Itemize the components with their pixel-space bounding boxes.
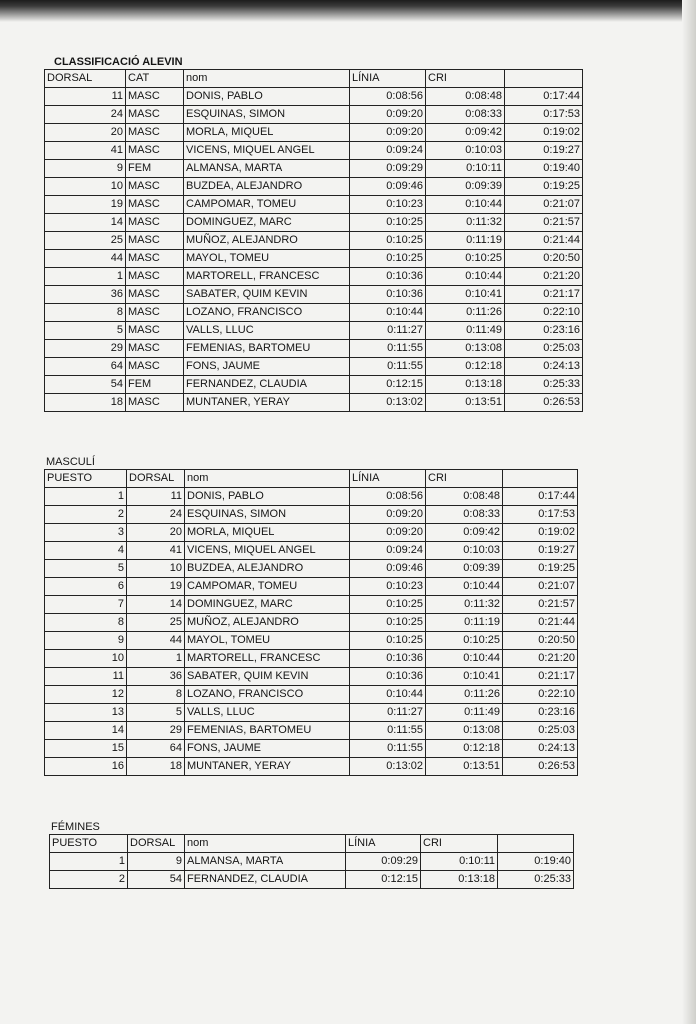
cell-dorsal: 1 (45, 268, 126, 286)
cell-total-time: 0:21:07 (503, 578, 578, 596)
table-row (45, 142, 583, 160)
cell-total-time: 0:21:44 (505, 232, 583, 250)
cell-name: CAMPOMAR, TOMEU (185, 578, 350, 596)
cell-name: DONIS, PABLO (185, 488, 350, 506)
cell-name: BUZDEA, ALEJANDRO (184, 178, 350, 196)
cell-total-time: 0:19:02 (503, 524, 578, 542)
cell-name: VALLS, LLUC (185, 704, 350, 722)
cell-dorsal: 25 (127, 614, 185, 632)
femenines-header-name: nom (185, 835, 346, 853)
alevin-header-dorsal: DORSAL (45, 70, 126, 88)
cell-name: MORLA, MIQUEL (184, 124, 350, 142)
cell-line-time: 0:10:23 (350, 196, 426, 214)
cell-line-time: 0:10:25 (350, 232, 426, 250)
cell-line-time: 0:08:56 (350, 488, 426, 506)
table-row (45, 340, 583, 358)
cell-dorsal: 14 (127, 596, 185, 614)
cell-cri-time: 0:10:11 (426, 160, 505, 178)
cell-dorsal: 24 (45, 106, 126, 124)
cell-dorsal: 20 (45, 124, 126, 142)
table-row (45, 596, 578, 614)
cell-total-time: 0:22:10 (505, 304, 583, 322)
table-row (45, 160, 583, 178)
cell-line-time: 0:11:55 (350, 740, 426, 758)
cell-line-time: 0:10:25 (350, 250, 426, 268)
masculi-header-line-time: LÍNIA (350, 470, 426, 488)
cell-total-time: 0:19:25 (503, 560, 578, 578)
table-row (45, 542, 578, 560)
femenines-header-cri-time: CRI (421, 835, 498, 853)
cell-position: 2 (50, 871, 128, 889)
cell-cri-time: 0:10:25 (426, 250, 505, 268)
page-side-shadow (682, 0, 696, 1024)
cell-total-time: 0:23:16 (505, 322, 583, 340)
cell-total-time: 0:26:53 (503, 758, 578, 776)
table-row (45, 286, 583, 304)
masculi-header-cri-time: CRI (426, 470, 503, 488)
cell-name: FONS, JAUME (184, 358, 350, 376)
cell-cri-time: 0:10:44 (426, 650, 503, 668)
cell-line-time: 0:11:55 (350, 722, 426, 740)
table-row (45, 650, 578, 668)
table-row (45, 506, 578, 524)
cell-position: 3 (45, 524, 127, 542)
cell-line-time: 0:09:24 (350, 142, 426, 160)
cell-name: SABATER, QUIM KEVIN (184, 286, 350, 304)
cell-dorsal: 29 (127, 722, 185, 740)
cell-cri-time: 0:13:18 (426, 376, 505, 394)
cell-line-time: 0:12:15 (350, 376, 426, 394)
cell-name: DONIS, PABLO (184, 88, 350, 106)
cell-cri-time: 0:10:03 (426, 542, 503, 560)
cell-name: BUZDEA, ALEJANDRO (185, 560, 350, 578)
cell-category: MASC (126, 322, 184, 340)
table-row (45, 668, 578, 686)
cell-dorsal: 8 (45, 304, 126, 322)
cell-line-time: 0:09:20 (350, 106, 426, 124)
cell-dorsal: 8 (127, 686, 185, 704)
cell-line-time: 0:08:56 (350, 88, 426, 106)
alevin-header-line-time: LÍNIA (350, 70, 426, 88)
cell-total-time: 0:17:53 (503, 506, 578, 524)
cell-category: MASC (126, 106, 184, 124)
cell-cri-time: 0:09:42 (426, 524, 503, 542)
cell-line-time: 0:10:36 (350, 650, 426, 668)
cell-category: MASC (126, 88, 184, 106)
cell-cri-time: 0:11:32 (426, 214, 505, 232)
cell-total-time: 0:17:44 (505, 88, 583, 106)
femenines-header-total-time (498, 835, 574, 853)
cell-dorsal: 54 (45, 376, 126, 394)
table-row (45, 214, 583, 232)
table-row (45, 686, 578, 704)
cell-cri-time: 0:11:19 (426, 232, 505, 250)
cell-cri-time: 0:10:25 (426, 632, 503, 650)
cell-dorsal: 10 (127, 560, 185, 578)
cell-dorsal: 19 (45, 196, 126, 214)
cell-category: MASC (126, 196, 184, 214)
cell-name: FEMENIAS, BARTOMEU (185, 722, 350, 740)
table-row (45, 268, 583, 286)
masculi-title: MASCULÍ (46, 456, 95, 468)
cell-total-time: 0:25:03 (505, 340, 583, 358)
cell-dorsal: 64 (45, 358, 126, 376)
cell-total-time: 0:19:25 (505, 178, 583, 196)
cell-line-time: 0:09:24 (350, 542, 426, 560)
cell-cri-time: 0:10:11 (421, 853, 498, 871)
cell-category: MASC (126, 178, 184, 196)
cell-total-time: 0:26:53 (505, 394, 583, 412)
cell-dorsal: 10 (45, 178, 126, 196)
table-row (45, 722, 578, 740)
cell-position: 10 (45, 650, 127, 668)
cell-name: CAMPOMAR, TOMEU (184, 196, 350, 214)
cell-cri-time: 0:13:18 (421, 871, 498, 889)
femenines-header-position: PUESTO (50, 835, 128, 853)
table-row (45, 250, 583, 268)
cell-position: 7 (45, 596, 127, 614)
cell-name: MARTORELL, FRANCESC (184, 268, 350, 286)
cell-line-time: 0:10:25 (350, 214, 426, 232)
cell-line-time: 0:09:20 (350, 124, 426, 142)
cell-position: 11 (45, 668, 127, 686)
table-row (45, 178, 583, 196)
cell-category: MASC (126, 214, 184, 232)
femenines-header-dorsal: DORSAL (128, 835, 185, 853)
cell-name: LOZANO, FRANCISCO (184, 304, 350, 322)
table-row (45, 740, 578, 758)
table-row (45, 560, 578, 578)
cell-line-time: 0:09:29 (346, 853, 421, 871)
cell-cri-time: 0:10:44 (426, 578, 503, 596)
cell-cri-time: 0:13:08 (426, 722, 503, 740)
cell-cri-time: 0:08:33 (426, 106, 505, 124)
masculi-header-position: PUESTO (45, 470, 127, 488)
masculi-header-name: nom (185, 470, 350, 488)
cell-name: MORLA, MIQUEL (185, 524, 350, 542)
cell-name: ALMANSA, MARTA (185, 853, 346, 871)
cell-line-time: 0:10:44 (350, 686, 426, 704)
cell-name: ESQUINAS, SIMON (184, 106, 350, 124)
cell-line-time: 0:11:55 (350, 340, 426, 358)
cell-cri-time: 0:09:39 (426, 178, 505, 196)
cell-dorsal: 11 (45, 88, 126, 106)
cell-total-time: 0:22:10 (503, 686, 578, 704)
masculi-header-total-time (503, 470, 578, 488)
cell-dorsal: 36 (127, 668, 185, 686)
table-row (45, 578, 578, 596)
cell-total-time: 0:23:16 (503, 704, 578, 722)
cell-total-time: 0:19:27 (505, 142, 583, 160)
cell-line-time: 0:10:36 (350, 668, 426, 686)
cell-name: ESQUINAS, SIMON (185, 506, 350, 524)
cell-line-time: 0:10:25 (350, 614, 426, 632)
cell-total-time: 0:21:20 (505, 268, 583, 286)
cell-position: 15 (45, 740, 127, 758)
cell-dorsal: 44 (127, 632, 185, 650)
cell-cri-time: 0:09:42 (426, 124, 505, 142)
cell-cri-time: 0:10:41 (426, 286, 505, 304)
cell-category: MASC (126, 286, 184, 304)
cell-cri-time: 0:10:41 (426, 668, 503, 686)
cell-name: FERNANDEZ, CLAUDIA (185, 871, 346, 889)
cell-line-time: 0:11:55 (350, 358, 426, 376)
femenines-header-line-time: LÍNIA (346, 835, 421, 853)
cell-cri-time: 0:11:49 (426, 704, 503, 722)
table-row (45, 376, 583, 394)
cell-position: 16 (45, 758, 127, 776)
cell-total-time: 0:17:53 (505, 106, 583, 124)
cell-dorsal: 36 (45, 286, 126, 304)
cell-dorsal: 18 (127, 758, 185, 776)
alevin-header-row (45, 70, 583, 88)
cell-position: 8 (45, 614, 127, 632)
cell-cri-time: 0:12:18 (426, 740, 503, 758)
cell-total-time: 0:19:40 (505, 160, 583, 178)
table-row (50, 871, 574, 889)
cell-line-time: 0:09:46 (350, 560, 426, 578)
cell-line-time: 0:11:27 (350, 704, 426, 722)
alevin-header-category: CAT (126, 70, 184, 88)
cell-cri-time: 0:11:32 (426, 596, 503, 614)
table-row (45, 304, 583, 322)
cell-line-time: 0:13:02 (350, 394, 426, 412)
alevin-header-total-time (505, 70, 583, 88)
table-row (45, 232, 583, 250)
cell-cri-time: 0:08:48 (426, 488, 503, 506)
cell-total-time: 0:21:57 (505, 214, 583, 232)
cell-name: FEMENIAS, BARTOMEU (184, 340, 350, 358)
cell-total-time: 0:21:17 (503, 668, 578, 686)
cell-position: 9 (45, 632, 127, 650)
cell-position: 1 (50, 853, 128, 871)
cell-category: MASC (126, 340, 184, 358)
cell-line-time: 0:09:29 (350, 160, 426, 178)
cell-category: MASC (126, 394, 184, 412)
cell-name: ALMANSA, MARTA (184, 160, 350, 178)
cell-position: 1 (45, 488, 127, 506)
cell-dorsal: 41 (127, 542, 185, 560)
cell-dorsal: 11 (127, 488, 185, 506)
cell-cri-time: 0:11:49 (426, 322, 505, 340)
table-row (45, 322, 583, 340)
femenines-section (49, 820, 574, 889)
cell-cri-time: 0:09:39 (426, 560, 503, 578)
cell-total-time: 0:17:44 (503, 488, 578, 506)
cell-total-time: 0:19:02 (505, 124, 583, 142)
table-row (45, 524, 578, 542)
cell-dorsal: 20 (127, 524, 185, 542)
cell-line-time: 0:09:20 (350, 506, 426, 524)
cell-cri-time: 0:08:48 (426, 88, 505, 106)
cell-name: MUÑOZ, ALEJANDRO (185, 614, 350, 632)
cell-category: MASC (126, 268, 184, 286)
masculi-section (44, 455, 578, 776)
femenines-body (50, 853, 574, 889)
cell-position: 2 (45, 506, 127, 524)
cell-line-time: 0:10:25 (350, 632, 426, 650)
femenines-title: FÉMINES (51, 821, 100, 833)
cell-line-time: 0:10:23 (350, 578, 426, 596)
cell-cri-time: 0:10:03 (426, 142, 505, 160)
table-row (45, 394, 583, 412)
cell-name: MARTORELL, FRANCESC (185, 650, 350, 668)
cell-line-time: 0:09:46 (350, 178, 426, 196)
cell-line-time: 0:09:20 (350, 524, 426, 542)
cell-cri-time: 0:11:19 (426, 614, 503, 632)
cell-cri-time: 0:10:44 (426, 268, 505, 286)
cell-dorsal: 5 (127, 704, 185, 722)
cell-category: MASC (126, 142, 184, 160)
cell-category: MASC (126, 250, 184, 268)
masculi-header-row (45, 470, 578, 488)
cell-position: 13 (45, 704, 127, 722)
femenines-header-row (50, 835, 574, 853)
cell-total-time: 0:20:50 (503, 632, 578, 650)
cell-total-time: 0:19:27 (503, 542, 578, 560)
alevin-title: CLASSIFICACIÓ ALEVIN (54, 56, 183, 68)
table-row (45, 488, 578, 506)
cell-name: VALLS, LLUC (184, 322, 350, 340)
cell-dorsal: 64 (127, 740, 185, 758)
cell-cri-time: 0:13:08 (426, 340, 505, 358)
table-row (45, 632, 578, 650)
cell-name: MUÑOZ, ALEJANDRO (184, 232, 350, 250)
table-row (45, 704, 578, 722)
page-edge-shadow (0, 0, 696, 22)
cell-category: MASC (126, 304, 184, 322)
cell-position: 14 (45, 722, 127, 740)
table-row (45, 196, 583, 214)
cell-dorsal: 25 (45, 232, 126, 250)
cell-total-time: 0:21:17 (505, 286, 583, 304)
cell-name: MUNTANER, YERAY (184, 394, 350, 412)
cell-cri-time: 0:12:18 (426, 358, 505, 376)
cell-name: FERNANDEZ, CLAUDIA (184, 376, 350, 394)
cell-dorsal: 44 (45, 250, 126, 268)
cell-line-time: 0:10:44 (350, 304, 426, 322)
table-row (45, 358, 583, 376)
masculi-body (45, 488, 578, 776)
cell-position: 6 (45, 578, 127, 596)
cell-name: MAYOL, TOMEU (185, 632, 350, 650)
cell-dorsal: 1 (127, 650, 185, 668)
masculi-table (44, 469, 578, 776)
cell-position: 12 (45, 686, 127, 704)
table-row (45, 88, 583, 106)
alevin-header-name: nom (184, 70, 350, 88)
table-row (45, 106, 583, 124)
alevin-section (44, 55, 583, 412)
cell-cri-time: 0:11:26 (426, 304, 505, 322)
cell-total-time: 0:24:13 (503, 740, 578, 758)
cell-name: DOMINGUEZ, MARC (184, 214, 350, 232)
table-row (45, 758, 578, 776)
cell-dorsal: 54 (128, 871, 185, 889)
cell-position: 5 (45, 560, 127, 578)
cell-line-time: 0:11:27 (350, 322, 426, 340)
cell-line-time: 0:10:25 (350, 596, 426, 614)
cell-total-time: 0:21:07 (505, 196, 583, 214)
table-row (45, 614, 578, 632)
cell-total-time: 0:25:03 (503, 722, 578, 740)
femenines-table (49, 834, 574, 889)
cell-cri-time: 0:08:33 (426, 506, 503, 524)
cell-dorsal: 9 (128, 853, 185, 871)
cell-total-time: 0:21:57 (503, 596, 578, 614)
cell-name: MUNTANER, YERAY (185, 758, 350, 776)
cell-line-time: 0:13:02 (350, 758, 426, 776)
table-row (50, 853, 574, 871)
cell-dorsal: 41 (45, 142, 126, 160)
cell-cri-time: 0:10:44 (426, 196, 505, 214)
cell-category: MASC (126, 358, 184, 376)
cell-category: MASC (126, 232, 184, 250)
cell-name: VICENS, MIQUEL ANGEL (185, 542, 350, 560)
table-row (45, 124, 583, 142)
masculi-header-dorsal: DORSAL (127, 470, 185, 488)
cell-cri-time: 0:11:26 (426, 686, 503, 704)
alevin-table (44, 69, 583, 412)
cell-line-time: 0:12:15 (346, 871, 421, 889)
cell-dorsal: 19 (127, 578, 185, 596)
alevin-header-cri-time: CRI (426, 70, 505, 88)
cell-name: MAYOL, TOMEU (184, 250, 350, 268)
cell-category: FEM (126, 160, 184, 178)
cell-cri-time: 0:13:51 (426, 758, 503, 776)
cell-name: FONS, JAUME (185, 740, 350, 758)
cell-dorsal: 29 (45, 340, 126, 358)
cell-dorsal: 18 (45, 394, 126, 412)
cell-name: LOZANO, FRANCISCO (185, 686, 350, 704)
cell-line-time: 0:10:36 (350, 268, 426, 286)
cell-total-time: 0:21:20 (503, 650, 578, 668)
cell-total-time: 0:19:40 (498, 853, 574, 871)
cell-dorsal: 5 (45, 322, 126, 340)
cell-dorsal: 9 (45, 160, 126, 178)
cell-name: SABATER, QUIM KEVIN (185, 668, 350, 686)
cell-total-time: 0:25:33 (505, 376, 583, 394)
cell-name: DOMINGUEZ, MARC (185, 596, 350, 614)
cell-total-time: 0:24:13 (505, 358, 583, 376)
cell-total-time: 0:21:44 (503, 614, 578, 632)
cell-total-time: 0:20:50 (505, 250, 583, 268)
cell-line-time: 0:10:36 (350, 286, 426, 304)
cell-position: 4 (45, 542, 127, 560)
cell-name: VICENS, MIQUEL ANGEL (184, 142, 350, 160)
cell-dorsal: 24 (127, 506, 185, 524)
alevin-body (45, 88, 583, 412)
cell-dorsal: 14 (45, 214, 126, 232)
cell-category: MASC (126, 124, 184, 142)
cell-category: FEM (126, 376, 184, 394)
cell-total-time: 0:25:33 (498, 871, 574, 889)
cell-cri-time: 0:13:51 (426, 394, 505, 412)
